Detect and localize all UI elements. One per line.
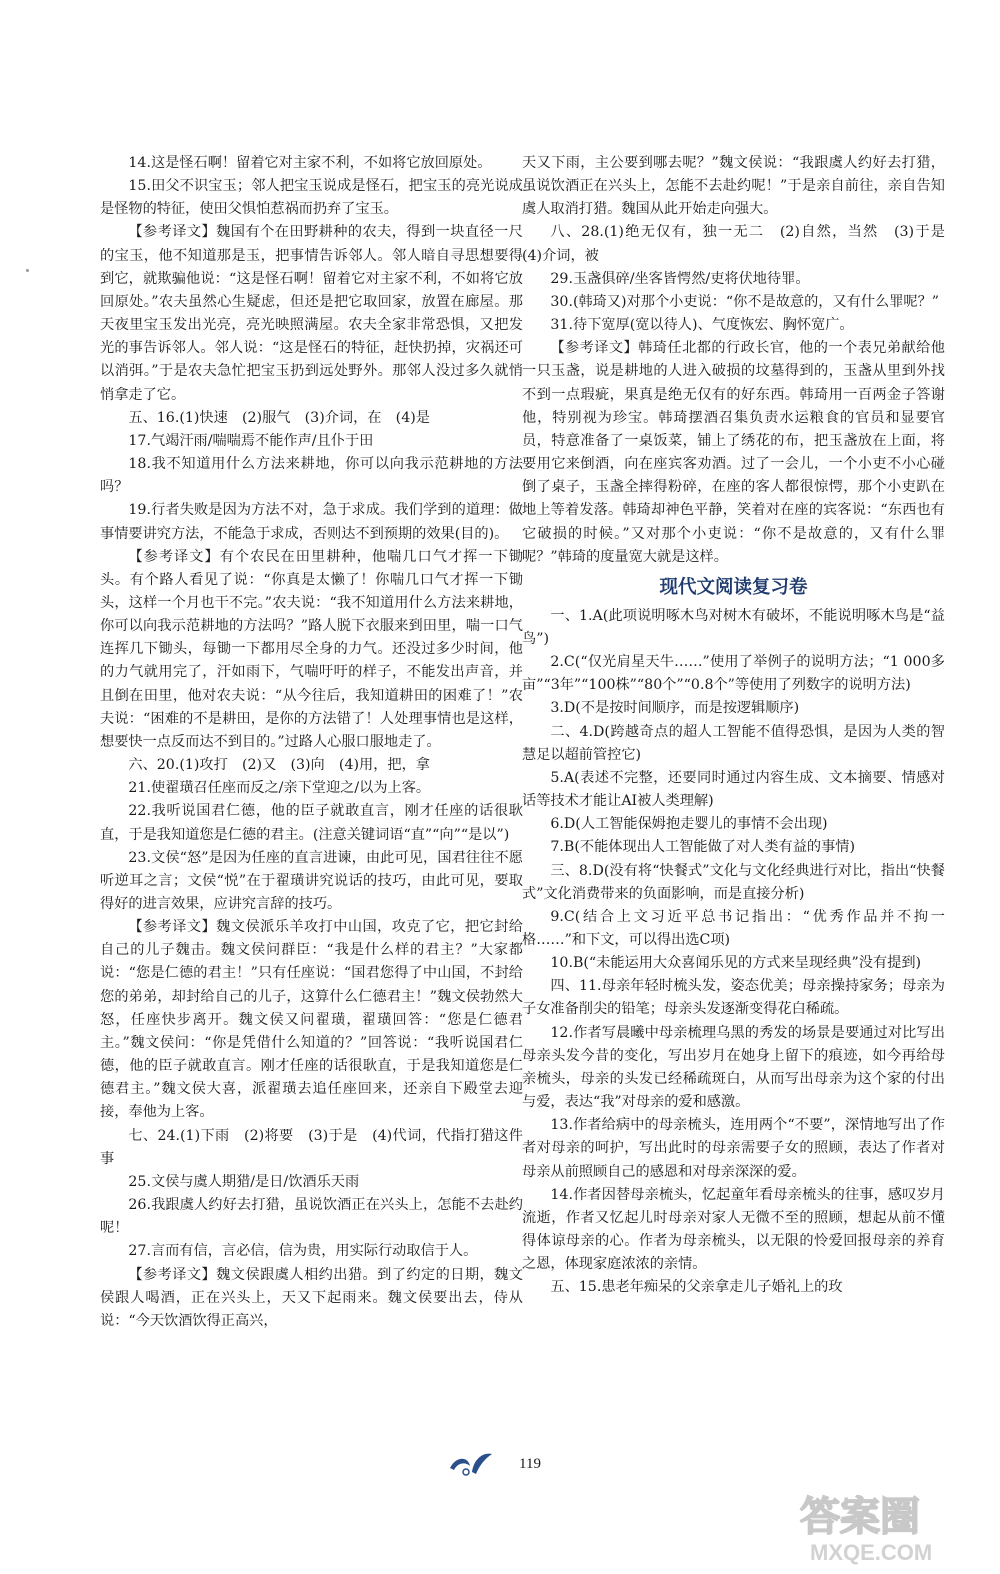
answer-20: 六、20.(1)攻打 (2)又 (3)向 (4)用，把，拿	[128, 757, 430, 774]
translation-1: 【参考译文】魏国有个在田野耕种的农夫，得到一块直径一尺的宝玉，他不知道那是玉，把事情告诉邻人。邻人暗自寻思想要得到它，就欺骗他说：“这是怪石啊！留着它对主家不利，不如将它放回原处。”农夫虽然心生疑虑，但还是把它取回家，放置在廊屋。那天夜里宝玉发出光亮，亮光映照满屋。农夫全家非常恐惧，又把发光的事告诉邻人。邻人说：“这是怪石的特征，赶快扔掉，灾祸还可以消弭。”于是农夫急忙把宝玉扔到远处野外。那邻人没过多久就悄悄拿走了它。	[100, 224, 523, 403]
answer-26: 26.我跟虞人约好去打猎，虽说饮酒正在兴头上，怎能不去赴约呢！	[100, 1197, 523, 1237]
translation-3: 【参考译文】魏文侯派乐羊攻打中山国，攻克了它，把它封给自己的儿子魏击。魏文侯问群臣：“我是什么样的君主？”大家都说：“您是仁德的君主！”只有任座说：“国君您得了中山国，不封给您的弟弟，却封给自己的儿子，这算什么仁德君主！”魏文侯勃然大怒，任座快步离开。魏文侯又问翟璜，翟璜回答：“您是仁德君主。”魏文侯问：“你是凭借什么知道的？”回答说：“我听说国君仁德，他的臣子就敢直言。刚才任座的话很耿直，于是我知道您是仁德君主。”魏文侯大喜，派翟璜去追任座回来，还亲自下殿堂去迎接，奉他为上客。	[100, 919, 523, 1121]
answer-22: 22.我听说国君仁德，他的臣子就敢直言，刚才任座的话很耿直，于是我知道您是仁德的君主。(注意关键词语“直”“向”“是以”)	[100, 803, 523, 843]
modern-answer-3: 3.D(不是按时间顺序，而是按逻辑顺序)	[550, 700, 800, 717]
answer-15: 15.田父不识宝玉；邻人把宝玉说成是怪石，把宝玉的亮光说成是怪物的特征，使田父惧怕惹祸而扔弃了宝玉。	[100, 178, 523, 218]
modern-answer-2: 2.C(“仅光肩星天牛……”使用了举例子的说明方法；“1 000多亩”“3年”“100株”“80个”“0.8个”等使用了列数字的说明方法)	[522, 654, 945, 694]
answer-30: 30.(韩琦又)对那个小吏说：“你不是故意的，又有什么罪呢？”	[550, 293, 940, 310]
modern-answer-13: 13.作者给病中的母亲梳头，连用两个“不要”，深情地写出了作者对母亲的呵护，写出此时的母亲需要子女的照顾，表达了作者对母亲从前照顾自己的感恩和对母亲深深的爱。	[522, 1117, 945, 1180]
modern-answer-10: 10.B(“未能运用大众喜闻乐见的方式来呈现经典”没有提到)	[550, 955, 922, 972]
section-title: 现代文阅读复习卷	[659, 576, 808, 598]
modern-answer-6: 6.D(人工智能保姆抱走婴儿的事情不会出现)	[550, 816, 828, 833]
translation-2: 【参考译文】有个农民在田里耕种，他喘几口气才挥一下锄头。有个路人看见了说：“你真是太懒了！你喘几口气才挥一下锄头，这样一个月也干不完。”农夫说：“我不知道用什么方法来耕地，你可以向我示范耕地的方法吗？”路人脱下衣服来到田里，喘一口气连挥几下锄头，每锄一下都用尽全身的力气。还没过多少时间，他的力气就用完了，汗如雨下，气喘吁吁的样子，不能发出声音，并且倒在田里，他对农夫说：“从今往后，我知道耕田的困难了！”农夫说：“困难的不是耕田，是你的方法错了！人处理事情也是这样，想要快一点反而达不到目的。”过路人心服口服地走了。	[100, 548, 523, 750]
translation-4: 【参考译文】魏文侯跟虞人相约出猎。到了约定的日期，魏文侯跟人喝酒，正在兴头上，天又下起雨来。魏文侯要出去，侍从说：“今天饮酒饮得正高兴，	[100, 1266, 523, 1329]
modern-answer-15: 五、15.患老年痴呆的父亲拿走儿子婚礼上的玫	[550, 1279, 843, 1296]
watermark-url: MXQE.COM	[810, 1540, 933, 1565]
answer-17: 17.气竭汗雨/喘喘焉不能作声/且仆于田	[128, 432, 374, 449]
modern-answer-4: 二、4.D(跨越奇点的超人工智能不值得恐惧，是因为人类的智慧足以超前管控它)	[522, 723, 945, 763]
answer-circle-watermark	[796, 1488, 986, 1566]
answer-29: 29.玉盏俱碎/坐客皆愕然/吏将伏地待罪。	[550, 270, 810, 287]
translation-4-cont: 天又下雨，主公要到哪去呢？”魏文侯说：“我跟虞人约好去打猎，虽说饮酒正在兴头上，怎能不去赴约呢！”于是亲自前往，亲自告知虞人取消打猎。魏国从此开始走向强大。	[522, 155, 945, 218]
answer-19: 19.行者失败是因为方法不对，急于求成。我们学到的道理：做事情要讲究方法，不能急于求成，否则达不到预期的效果(目的)。	[100, 502, 523, 542]
answer-25: 25.文侯与虞人期猎/是日/饮酒乐天雨	[128, 1173, 360, 1190]
modern-answer-11: 四、11.母亲年轻时梳头发，姿态优美；母亲操持家务；母亲为子女准备削尖的铅笔；母亲头发逐渐变得花白稀疏。	[522, 978, 945, 1018]
answer-14: 14.这是怪石啊！留着它对主家不利，不如将它放回原处。	[128, 155, 492, 171]
modern-answer-14: 14.作者因替母亲梳头，忆起童年看母亲梳头的往事，感叹岁月流逝，作者又忆起儿时母亲对家人无微不至的照顾，想起从前不懂得体谅母亲的心。作者为母亲梳头，以无限的怜爱回报母亲的养育之恩，体现家庭浓浓的亲情。	[522, 1186, 945, 1273]
left-column	[100, 152, 523, 1442]
answer-28: 八、28.(1)绝无仅有，独一无二 (2)自然，当然 (3)于是 (4)介词，被	[522, 224, 960, 264]
answer-18: 18.我不知道用什么方法来耕地，你可以向我示范耕地的方法吗？	[100, 456, 523, 496]
scan-speck	[26, 269, 29, 272]
right-column	[522, 152, 960, 1442]
answer-16: 五、16.(1)快速 (2)服气 (3)介词，在 (4)是	[128, 409, 430, 426]
leaf-swirl-icon	[446, 1448, 496, 1478]
translation-5: 【参考译文】韩琦任北都的行政长官，他的一个表兄弟献给他一只玉盏，说是耕地的人进入破损的坟墓得到的，玉盏从里到外找不到一点瑕疵，果真是绝无仅有的好东西。韩琦用一百两金子答谢他，特别视为珍宝。韩琦摆酒召集负责水运粮食的官员和显要官员，特意准备了一桌饭菜，铺上了绣花的布，把玉盏放在上面，将要用它来倒酒，向在座宾客劝酒。过了一会儿，一个小吏不小心碰倒了桌子，玉盏全摔得粉碎，在座的客人都很惊愕，那个小吏趴在地上等着发落。韩琦却神色平静，笑着对在座的宾客说：“东西也有它破损的时候。”又对那个小吏说：“你不是故意的，又有什么罪呢？”韩琦的度量宽大就是这样。	[522, 340, 945, 565]
watermark-text: 答案圈	[800, 1494, 920, 1540]
modern-answer-1: 一、1.A(此项说明啄木鸟对树木有破坏，不能说明啄木鸟是“益鸟”)	[522, 607, 945, 647]
page-number: 119	[519, 1456, 541, 1472]
answer-27: 27.言而有信，言必信，信为贵，用实际行动取信于人。	[128, 1243, 478, 1260]
answer-24: 七、24.(1)下雨 (2)将要 (3)于是 (4)代词，代指打猎这件事	[100, 1127, 523, 1167]
modern-answer-12: 12.作者写晨曦中母亲梳理乌黑的秀发的场景是要通过对比写出母亲头发今昔的变化，写出岁月在她身上留下的痕迹，如今再给母亲梳头，母亲的头发已经稀疏斑白，从而写出母亲为这个家的付出与爱，表达“我”对母亲的爱和感激。	[522, 1024, 945, 1111]
modern-answer-7: 7.B(不能体现出人工智能做了对人类有益的事情)	[550, 839, 855, 856]
modern-answer-5: 5.A(表述不完整，还要同时通过内容生成、文本摘要、情感对话等技术才能让AI被人类理解)	[522, 769, 945, 810]
answer-21: 21.使翟璜召任座而反之/亲下堂迎之/以为上客。	[128, 780, 431, 797]
modern-answer-8: 三、8.D(没有将“快餐式”文化与文化经典进行对比，指出“快餐式”文化消费带来的负面影响，而是直接分析)	[522, 862, 945, 902]
answer-31: 31.待下宽厚(宽以待人)、气度恢宏、胸怀宽广。	[550, 317, 854, 334]
answer-23: 23.文侯“怒”是因为任座的直言进谏，由此可见，国君往往不愿听逆耳之言；文侯“悦”在于翟璜讲究说话的技巧，由此可见，要取得好的进言效果，应讲究言辞的技巧。	[100, 849, 523, 912]
modern-answer-9: 9.C(结合上文习近平总书记指出：“优秀作品并不拘一格……”和下文，可以得出选C项)	[522, 908, 945, 948]
